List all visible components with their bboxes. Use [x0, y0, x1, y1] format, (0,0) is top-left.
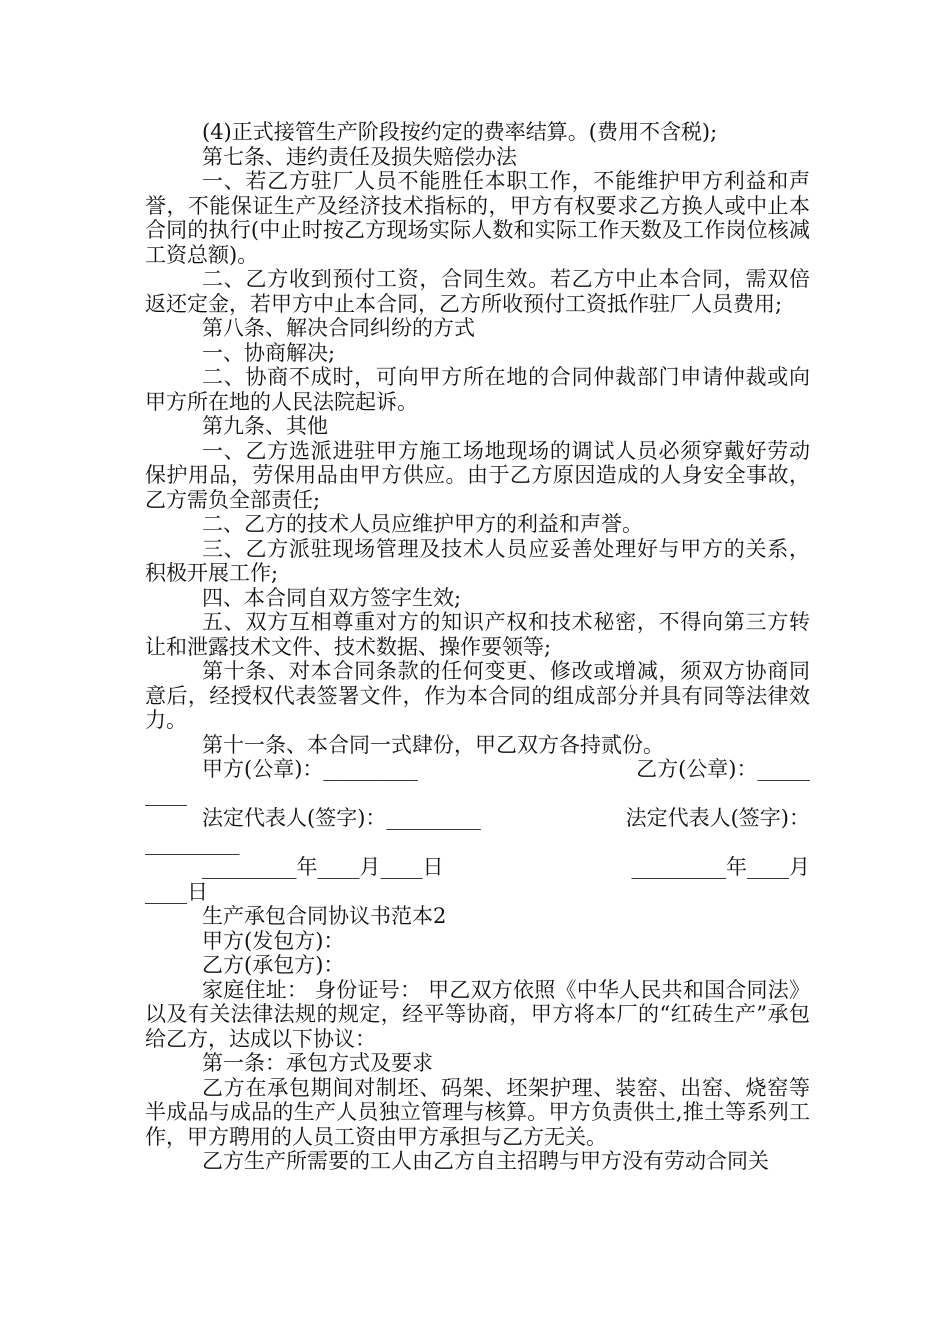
article-9-heading: 第九条、其他	[202, 414, 328, 438]
article-1-body: 乙方在承包期间对制坯、码架、坯架护理、装窑、出窑、烧窑等半成品与成品的生产人员独立管理与核算。甲方负责供土,推土等系列工作，甲方聘用的人员工资由甲方承担与乙方无关。	[145, 1075, 810, 1149]
article-9-item-3: 三、乙方派驻现场管理及技术人员应妥善处理好与甲方的关系，积极开展工作;	[145, 536, 810, 585]
article-9-item-2: 二、乙方的技术人员应维护甲方的利益和声誉。	[202, 512, 643, 536]
article-1-workers: 乙方生产所需要的工人由乙方自主招聘与甲方没有劳动合同关	[202, 1149, 769, 1173]
article-8-item-1: 一、协商解决;	[202, 340, 336, 365]
article-1-heading: 第一条：承包方式及要求	[202, 1051, 433, 1075]
article-8-item-2: 二、协商不成时，可向甲方所在地的合同仲裁部门申请仲裁或向甲方所在地的人民法院起诉。	[145, 365, 810, 414]
article-11: 第十一条、本合同一式肆份，甲乙双方各持贰份。	[202, 732, 664, 757]
party-b-representative-field: 法定代表人(签字)：	[625, 806, 810, 830]
address-and-agreement-intro: 家庭住址： 身份证号： 甲乙双方依照《中华人民共和国合同法》以及有关法律法规的规定，经平等协商，甲方将本厂的“红砖生产”承包给乙方，达成以下协议：	[145, 977, 810, 1051]
article-7-item-1: 一、若乙方驻厂人员不能胜任本职工作，不能维护甲方利益和声誉，不能保证生产及经济技术指标的，甲方有权要求乙方换人或中止本合同的执行(中止时按乙方现场实际人数和实际工作天数及工作岗位核减工资总额)。	[145, 169, 810, 267]
party-a-date-field: _________年____月____日	[202, 855, 444, 879]
party-a-employer: 甲方(发包方)：	[202, 928, 345, 953]
article-8-heading: 第八条、解决合同纠纷的方式	[202, 316, 475, 340]
article-9-item-1: 一、乙方选派进驻甲方施工场地现场的调试人员必须穿戴好劳动保护用品，劳保用品由甲方供应。由于乙方原因造成的人身安全事故，乙方需负全部责任;	[145, 438, 810, 512]
party-b-representative-field-continued: _________	[145, 830, 240, 855]
party-b-seal-field-continued: ____	[145, 781, 187, 806]
article-7-heading: 第七条、违约责任及损失赔偿办法	[202, 144, 517, 169]
article-10: 第十条、对本合同条款的任何变更、修改或增减，须双方协商同意后，经授权代表签署文件，作为本合同的组成部分并具有同等法律效力。	[145, 659, 810, 732]
signature-row-date	[145, 855, 810, 880]
article-9-item-5: 五、双方互相尊重对方的知识产权和技术秘密，不得向第三方转让和泄露技术文件、技术数据、操作要领等;	[145, 610, 810, 659]
template-2-title: 生产承包合同协议书范本2	[202, 904, 447, 928]
party-b-date-field-continued: ____日	[145, 879, 208, 904]
party-a-representative-field: 法定代表人(签字)：_________	[202, 806, 481, 830]
party-b-date-field: _________年____月	[631, 855, 810, 879]
signature-row-representative	[145, 806, 810, 831]
article-9-item-4: 四、本合同自双方签字生效;	[202, 585, 462, 610]
party-b-seal-field: 乙方(公章)：_____	[636, 757, 810, 781]
article-7-item-2: 二、乙方收到预付工资，合同生效。若乙方中止本合同，需双倍返还定金，若甲方中止本合同，乙方所收预付工资抵作驻厂人员费用;	[145, 267, 810, 316]
document-page	[145, 120, 810, 1174]
signature-row-seal	[145, 757, 810, 782]
party-b-contractor: 乙方(承包方)：	[202, 953, 345, 977]
party-a-seal-field: 甲方(公章)：_________	[202, 757, 418, 781]
clause-4-fee-settlement: (4)正式接管生产阶段按约定的费率结算。(费用不含税);	[202, 120, 718, 144]
